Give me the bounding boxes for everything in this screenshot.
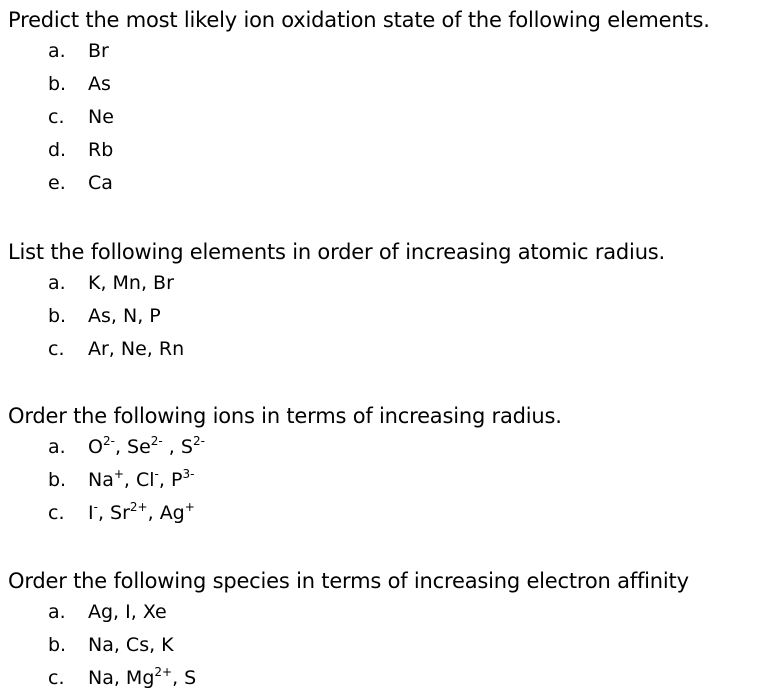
ion-charge: 2- <box>150 433 163 448</box>
list-item <box>8 300 768 333</box>
list-item-text: $O^{2-}$, $Se^{2-}$ , $S^{2-}$ <box>88 433 205 458</box>
list-item <box>8 134 768 167</box>
question-atomic-radius <box>8 237 768 366</box>
answer-list <box>8 35 768 200</box>
ion-charge: + <box>113 466 124 481</box>
list-item-text: Ca <box>88 172 113 194</box>
list-item <box>8 464 768 497</box>
list-marker: b. <box>48 73 67 95</box>
list-item-text: As, N, P <box>88 305 161 327</box>
list-item <box>8 333 768 366</box>
list-item-text: Ne <box>88 106 114 128</box>
list-item <box>8 101 768 134</box>
list-item-text: Ag, I, Xe <box>88 601 167 623</box>
list-item-text: K, Mn, Br <box>88 272 174 294</box>
list-item-text: Na+, Cl-, $P^{3-}$ <box>88 466 195 491</box>
list-marker: c. <box>48 667 65 689</box>
question-title: Predict the most likely ion oxidation state of the following elements. <box>8 8 710 32</box>
ion-charge: - <box>154 466 159 481</box>
answer-list <box>8 596 768 695</box>
list-marker: b. <box>48 305 67 327</box>
list-item <box>8 662 768 695</box>
list-marker: c. <box>48 338 65 360</box>
question-title: Order the following species in terms of increasing electron affinity <box>8 569 689 593</box>
ion-charge: 3- <box>182 466 195 481</box>
ion-charge: + <box>184 499 195 514</box>
question-electron-affinity <box>8 566 768 695</box>
list-item <box>8 497 768 530</box>
ion-charge: 2- <box>192 433 205 448</box>
list-marker: c. <box>48 106 65 128</box>
list-item <box>8 596 768 629</box>
list-item-text: As <box>88 73 111 95</box>
list-item-text: Na, Cs, K <box>88 634 174 656</box>
question-title: List the following elements in order of increasing atomic radius. <box>8 240 666 264</box>
list-item <box>8 68 768 101</box>
list-item <box>8 267 768 300</box>
list-item <box>8 35 768 68</box>
list-marker: b. <box>48 469 67 491</box>
question-ionic-radius <box>8 401 768 530</box>
list-item <box>8 431 768 464</box>
list-marker: a. <box>48 436 66 458</box>
answer-list <box>8 431 768 530</box>
list-marker: c. <box>48 502 65 524</box>
list-item <box>8 629 768 662</box>
list-item-text: Br <box>88 40 109 62</box>
list-marker: a. <box>48 272 66 294</box>
ion-charge: 2- <box>102 433 115 448</box>
list-item-text: Na, $Mg^{2+}$, S <box>88 664 197 689</box>
list-item-text: Rb <box>88 139 114 161</box>
ion-charge: - <box>93 499 98 514</box>
list-item-text: Ar, Ne, Rn <box>88 338 185 360</box>
ion-charge: 2+ <box>154 664 173 679</box>
list-item <box>8 167 768 200</box>
list-marker: b. <box>48 634 67 656</box>
list-marker: d. <box>48 139 67 161</box>
question-title: Order the following ions in terms of increasing radius. <box>8 404 562 428</box>
list-marker: a. <box>48 40 66 62</box>
list-marker: a. <box>48 601 66 623</box>
list-item-text: I-, $Sr^{2+}$, Ag+ <box>88 499 195 524</box>
ion-charge: 2+ <box>129 499 148 514</box>
question-oxidation-state <box>8 5 768 200</box>
list-marker: e. <box>48 172 66 194</box>
answer-list <box>8 267 768 366</box>
